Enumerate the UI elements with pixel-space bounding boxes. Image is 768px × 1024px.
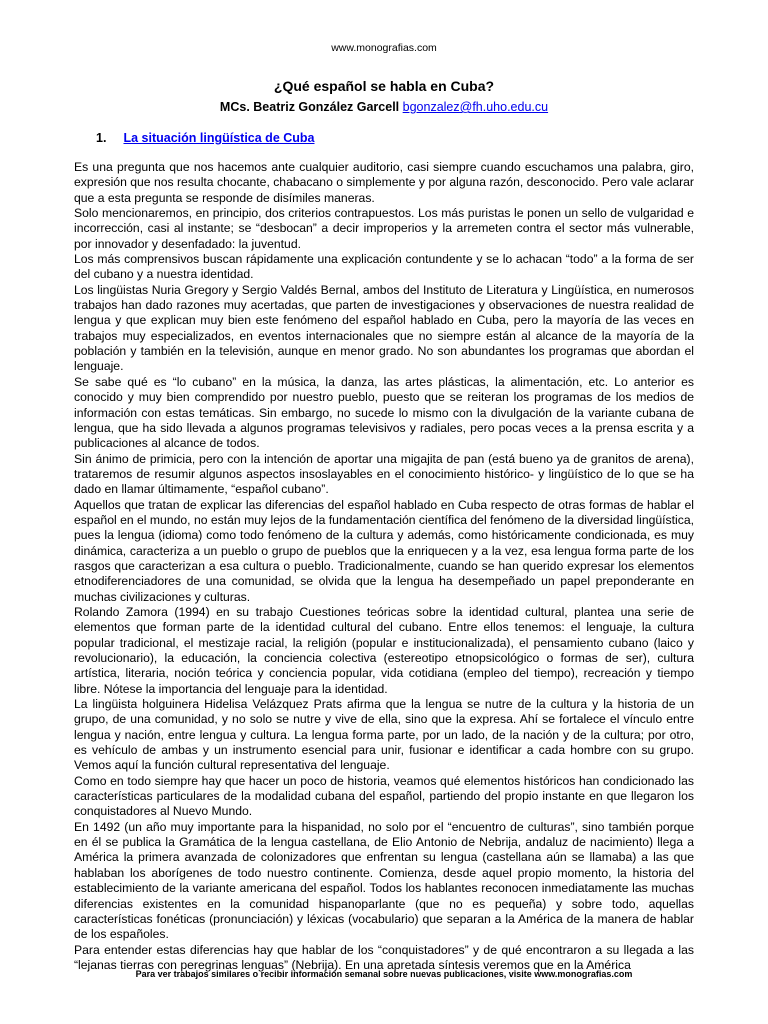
paragraph: Solo mencionaremos, en principio, dos criterios contrapuestos. Los más puristas le ponen un sello de vulgaridad e incorrección, casi al instante; se “desbocan” a decir improperios y la arremeten contra el sector más vulnerable, por innovador y desenfadado: la juventud.: [74, 206, 694, 251]
author-name: MCs. Beatriz González Garcell: [219, 100, 400, 114]
document-title: ¿Qué español se habla en Cuba?: [273, 78, 495, 94]
page-footer: Para ver trabajos similares o recibir información semanal sobre nuevas publicaciones, visite www.monografias.com: [135, 969, 633, 979]
paragraph: Se sabe qué es “lo cubano” en la música, la danza, las artes plásticas, la alimentación, etc. Lo anterior es conocido y muy bien comprendido por nuestro pueblo, puesto que se reiteran los programas de los medios de información con estas temáticas. Sin embargo, no sucede lo mismo con la divulgación de la variante cubana de lengua, que ha sido llevada a algunos programas televisivos y radiales, pero pocas veces a la prensa escrita y a publicaciones al alcance de todos.: [74, 374, 694, 451]
paragraph: Para entender estas diferencias hay que hablar de los “conquistadores” y de qué encontraron a su llegada a las “lejanas tierras con peregrinas lenguas” (Nebrija). En una apretada síntesis veremos que en la América: [74, 942, 694, 972]
paragraph: Aquellos que tratan de explicar las diferencias del español hablado en Cuba respecto de otras formas de hablar el español en el mundo, no están muy lejos de la fundamentación científica del fenómeno de la diversidad lingüística, pues la lengua (idioma) como todo fenómeno de la cultura y además, como históricamente condicionada, es muy dinámica, caracteriza a un pueblo o grupo de pueblos que la enriquecen y a la vez, esa lengua forma parte de los rasgos que caracterizan a esa cultura o pueblo. Tradicionalmente, cuando se han querido expresar los elementos etnodiferenciadores de una comunidad, se olvida que la lengua ha desempeñado un papel preponderante en muchas civilizaciones y culturas.: [74, 497, 694, 604]
paragraph: La lingüista holguinera Hidelisa Velázquez Prats afirma que la lengua se nutre de la cultura y la historia de un grupo, de una comunidad, y no solo se nutre y vive de ella, sino que la expresa. Ahí se fortalece el vínculo entre lengua y nación, entre lengua y cultura. La lengua forma parte, por un lado, de la nación y de la cultura; por otro, es vehículo de ambas y un instrumento esencial para unir, fusionar e identificar a cada hombre con su grupo. Vemos aquí la función cultural representativa del lenguaje.: [74, 697, 694, 773]
paragraph: Los más comprensivos buscan rápidamente una explicación contundente y se lo achacan “todo” a la forma de ser del cubano y a nuestra identidad.: [74, 252, 694, 282]
site-header: www.monografias.com: [331, 42, 437, 54]
paragraph: En 1492 (un año muy importante para la hispanidad, no solo por el “encuentro de culturas”, sino también porque en él se publica la Gramática de la lengua castellana, de Elio Antonio de Nebrija, andaluz de nacimiento) llega a América la primera avanzada de colonizadores que enfrentan su lengua (castellana aún se llamaba) a las que hablaban los aborígenes de todo nuestro continente. Comienza, desde aquel propio momento, la historia del establecimiento de la variante americana del español. Todos los hablantes reconocen inmediatamente las muchas diferencias existentes en la comunidad hispanoparlante (que no es pequeña) y sobre todo, aquellas características fonéticas (pronunciación) y léxicas (vocabulario) que separan a la América de la manera de hablar de los españoles.: [74, 819, 694, 942]
author-line: [0, 100, 768, 114]
paragraph: Es una pregunta que nos hacemos ante cualquier auditorio, casi siempre cuando escuchamos una palabra, giro, expresión que nos resulta chocante, chabacano o simplemente y por alguna razón, desconocido. Pero vale aclarar que a esta pregunta se responde de disímiles maneras.: [74, 160, 694, 205]
author-email-link[interactable]: bgonzalez@fh.uho.edu.cu: [402, 100, 549, 114]
document-body: [74, 160, 694, 973]
paragraph: Los lingüistas Nuria Gregory y Sergio Valdés Bernal, ambos del Instituto de Literatura y Lingüística, en numerosos trabajos han dado razones muy acertadas, que parten de investigaciones y observaciones de nuestra realidad de lengua y que explican muy bien este fenómeno del español hablado en Cuba, pero la mayoría de las veces en trabajos muy especializados, en eventos internacionales que no siempre están al alcance de la mayoría de la población y también en la televisión, aunque en menor grado. No son abundantes los programas que abordan el lenguaje.: [74, 282, 694, 374]
paragraph: Como en todo siempre hay que hacer un poco de historia, veamos qué elementos históricos han condicionado las características particulares de la modalidad cubana del español, partiendo del propio instante en que llegaron los conquistadores al Nuevo Mundo.: [74, 773, 694, 819]
section-number: 1.: [96, 131, 107, 145]
section-title-link[interactable]: La situación lingüística de Cuba: [123, 131, 315, 145]
paragraph: Sin ánimo de primicia, pero con la intención de aportar una migajita de pan (está bueno ya de granitos de arena), trataremos de resumir algunos aspectos insoslayables en el conocimiento histórico- y lingüístico de lo que se ha dado en llamar últimamente, “español cubano”.: [74, 451, 694, 497]
section-heading: [96, 131, 315, 145]
paragraph: Rolando Zamora (1994) en su trabajo Cuestiones teóricas sobre la identidad cultural, plantea una serie de elementos que forman parte de la identidad cultural del cubano. Entre ellos tenemos: el lenguaje, la cultura popular tradicional, el mestizaje racial, la religión (popular e institucionalizada), el pensamiento cubano (laico y revolucionario), la educación, la conciencia colectiva (estereotipo etnopsicológico o formas de ser), cultura artística, literaria, noción teórica y conciencia popular, vida cotidiana (empleo del tiempo), recreación y tiempo libre. Nótese la importancia del lenguaje para la identidad.: [74, 604, 694, 696]
